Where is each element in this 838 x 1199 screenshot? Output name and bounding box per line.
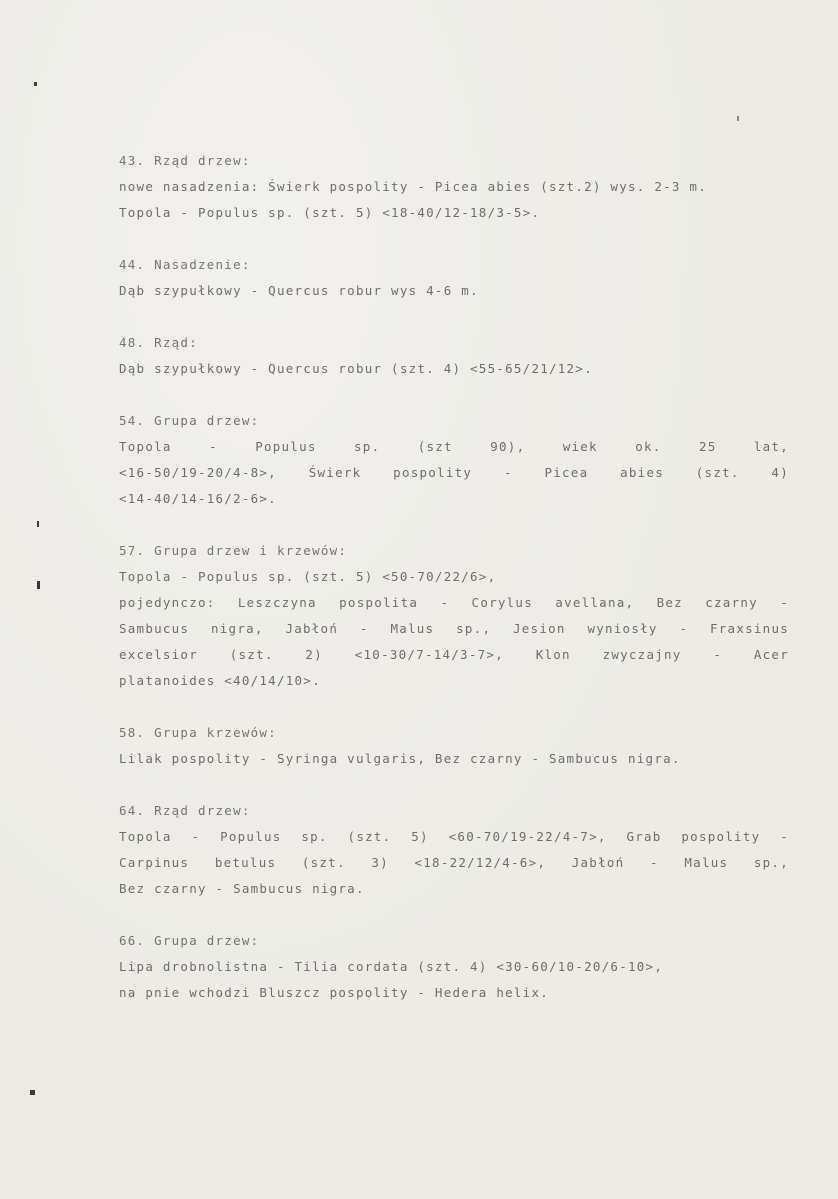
entry-text-line: platanoides <40/14/10>. [119, 673, 321, 688]
entry-text-line: Carpinus betulus (szt. 3) <18-22/12/4-6>, Jabłoń - Malus sp., [119, 855, 789, 870]
entry-heading: 48. Rząd: [119, 335, 198, 350]
entry-heading: 64. Rząd drzew: [119, 803, 251, 818]
entry-text-line: Topola - Populus sp. (szt. 5) <50-70/22/6>, [119, 569, 497, 584]
entry-57 [119, 538, 799, 694]
margin-mark [37, 521, 39, 527]
entry-text-line: <16-50/19-20/4-8>, Świerk pospolity - Picea abies (szt. 4) [119, 465, 789, 480]
entry-text-line: Topola - Populus sp. (szt. 5) <18-40/12-18/3-5>. [119, 205, 541, 220]
entry-heading: 57. Grupa drzew i krzewów: [119, 543, 348, 558]
entry-text-line: Topola - Populus sp. (szt. 5) <60-70/19-22/4-7>, Grab pospolity - [119, 829, 789, 844]
entry-43 [119, 148, 799, 226]
entry-text-line: <14-40/14-16/2-6>. [119, 491, 277, 506]
entry-heading: 44. Nasadzenie: [119, 257, 251, 272]
margin-mark [30, 1090, 35, 1095]
entry-heading: 58. Grupa krzewów: [119, 725, 277, 740]
entry-text-line: na pnie wchodzi Bluszcz pospolity - Hedera helix. [119, 985, 550, 1000]
entry-48 [119, 330, 799, 382]
entry-heading: 43. Rząd drzew: [119, 153, 251, 168]
entry-text-line: Dąb szypułkowy - Quercus robur wys 4-6 m. [119, 283, 479, 298]
entry-heading: 66. Grupa drzew: [119, 933, 260, 948]
entry-58 [119, 720, 799, 772]
entry-54 [119, 408, 799, 512]
margin-mark [737, 116, 739, 121]
entry-text-line: Lilak pospolity - Syringa vulgaris, Bez czarny - Sambucus nigra. [119, 751, 681, 766]
entry-text-line: Bez czarny - Sambucus nigra. [119, 881, 365, 896]
entry-66 [119, 928, 799, 1006]
entry-64 [119, 798, 799, 902]
entry-text-line: nowe nasadzenia: Świerk pospolity - Picea abies (szt.2) wys. 2-3 m. [119, 179, 707, 194]
entry-text-line: excelsior (szt. 2) <10-30/7-14/3-7>, Klon zwyczajny - Acer [119, 647, 789, 662]
entry-44 [119, 252, 799, 304]
entry-text-line: Lipa drobnolistna - Tilia cordata (szt. 4) <30-60/10-20/6-10>, [119, 959, 664, 974]
entry-text-line: Dąb szypułkowy - Quercus robur (szt. 4) <55-65/21/12>. [119, 361, 593, 376]
entry-heading: 54. Grupa drzew: [119, 413, 260, 428]
entry-text-line: Sambucus nigra, Jabłoń - Malus sp., Jesion wyniosły - Fraxsinus [119, 621, 789, 636]
entry-text-line: Topola - Populus sp. (szt 90), wiek ok. 25 lat, [119, 439, 789, 454]
margin-mark [37, 581, 40, 589]
entry-text-line: pojedynczo: Leszczyna pospolita - Corylus avellana, Bez czarny - [119, 595, 789, 610]
margin-mark [34, 82, 37, 86]
